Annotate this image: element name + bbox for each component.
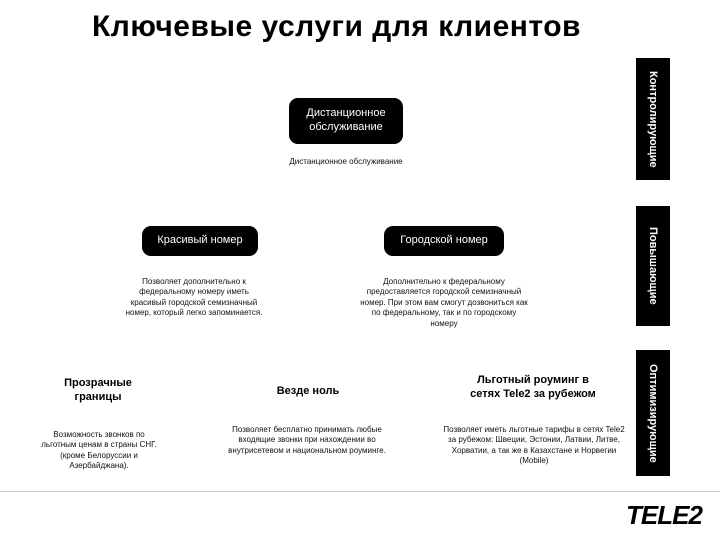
category-bar-increasing bbox=[636, 206, 670, 326]
beautiful-number-desc: Позволяет дополнительно к федеральному номеру иметь красивый городской семизначный номер, который легко запоминается. bbox=[125, 277, 263, 318]
preferential-roaming-node: Льготный роуминг в сетях Tele2 за рубежом bbox=[470, 374, 596, 400]
bottom-divider bbox=[0, 491, 720, 492]
category-label-controlling: Контролирующие bbox=[647, 70, 659, 168]
zero-everywhere-desc: Позволяет бесплатно принимать любые входящие звонки при нахождении во внутрисетевом и национальном роуминге. bbox=[228, 425, 386, 455]
remote-service-label: Дистанционное обслуживание bbox=[306, 107, 386, 133]
page-title: Ключевые услуги для клиентов bbox=[92, 10, 581, 43]
city-number-desc: Дополнительно к федеральному предоставляется городской семизначный номер. При этом вам смогут дозвониться как по федеральному, так и по городскому номеру bbox=[360, 277, 528, 328]
category-label-optimizing: Оптимизирующие bbox=[647, 363, 659, 463]
beautiful-number-node bbox=[142, 226, 258, 256]
city-number-node bbox=[384, 226, 504, 256]
preferential-roaming-desc: Позволяет иметь льготные тарифы в сетях Tele2 за рубежом: Швеции, Эстонии, Латвии, Литве, Хорватии, а так же в Казахстане и Норвегии (Mobile) bbox=[443, 425, 625, 466]
remote-service-node bbox=[289, 98, 403, 144]
category-bar-optimizing bbox=[636, 350, 670, 476]
city-number-label: Городской номер bbox=[400, 234, 488, 247]
category-label-increasing: Повышающие bbox=[647, 227, 659, 305]
transparent-borders-node: Прозрачные границы bbox=[64, 377, 132, 403]
beautiful-number-label: Красивый номер bbox=[157, 234, 243, 247]
tele2-logo: TELE2 bbox=[626, 500, 702, 530]
zero-everywhere-node: Везде ноль bbox=[276, 385, 340, 397]
remote-service-desc: Дистанционное обслуживание bbox=[289, 157, 403, 166]
transparent-borders-desc: Возможность звонков по льготным ценам в страны СНГ. (кроме Белоруссии и Азербайджана). bbox=[41, 430, 157, 471]
category-bar-controlling bbox=[636, 58, 670, 180]
